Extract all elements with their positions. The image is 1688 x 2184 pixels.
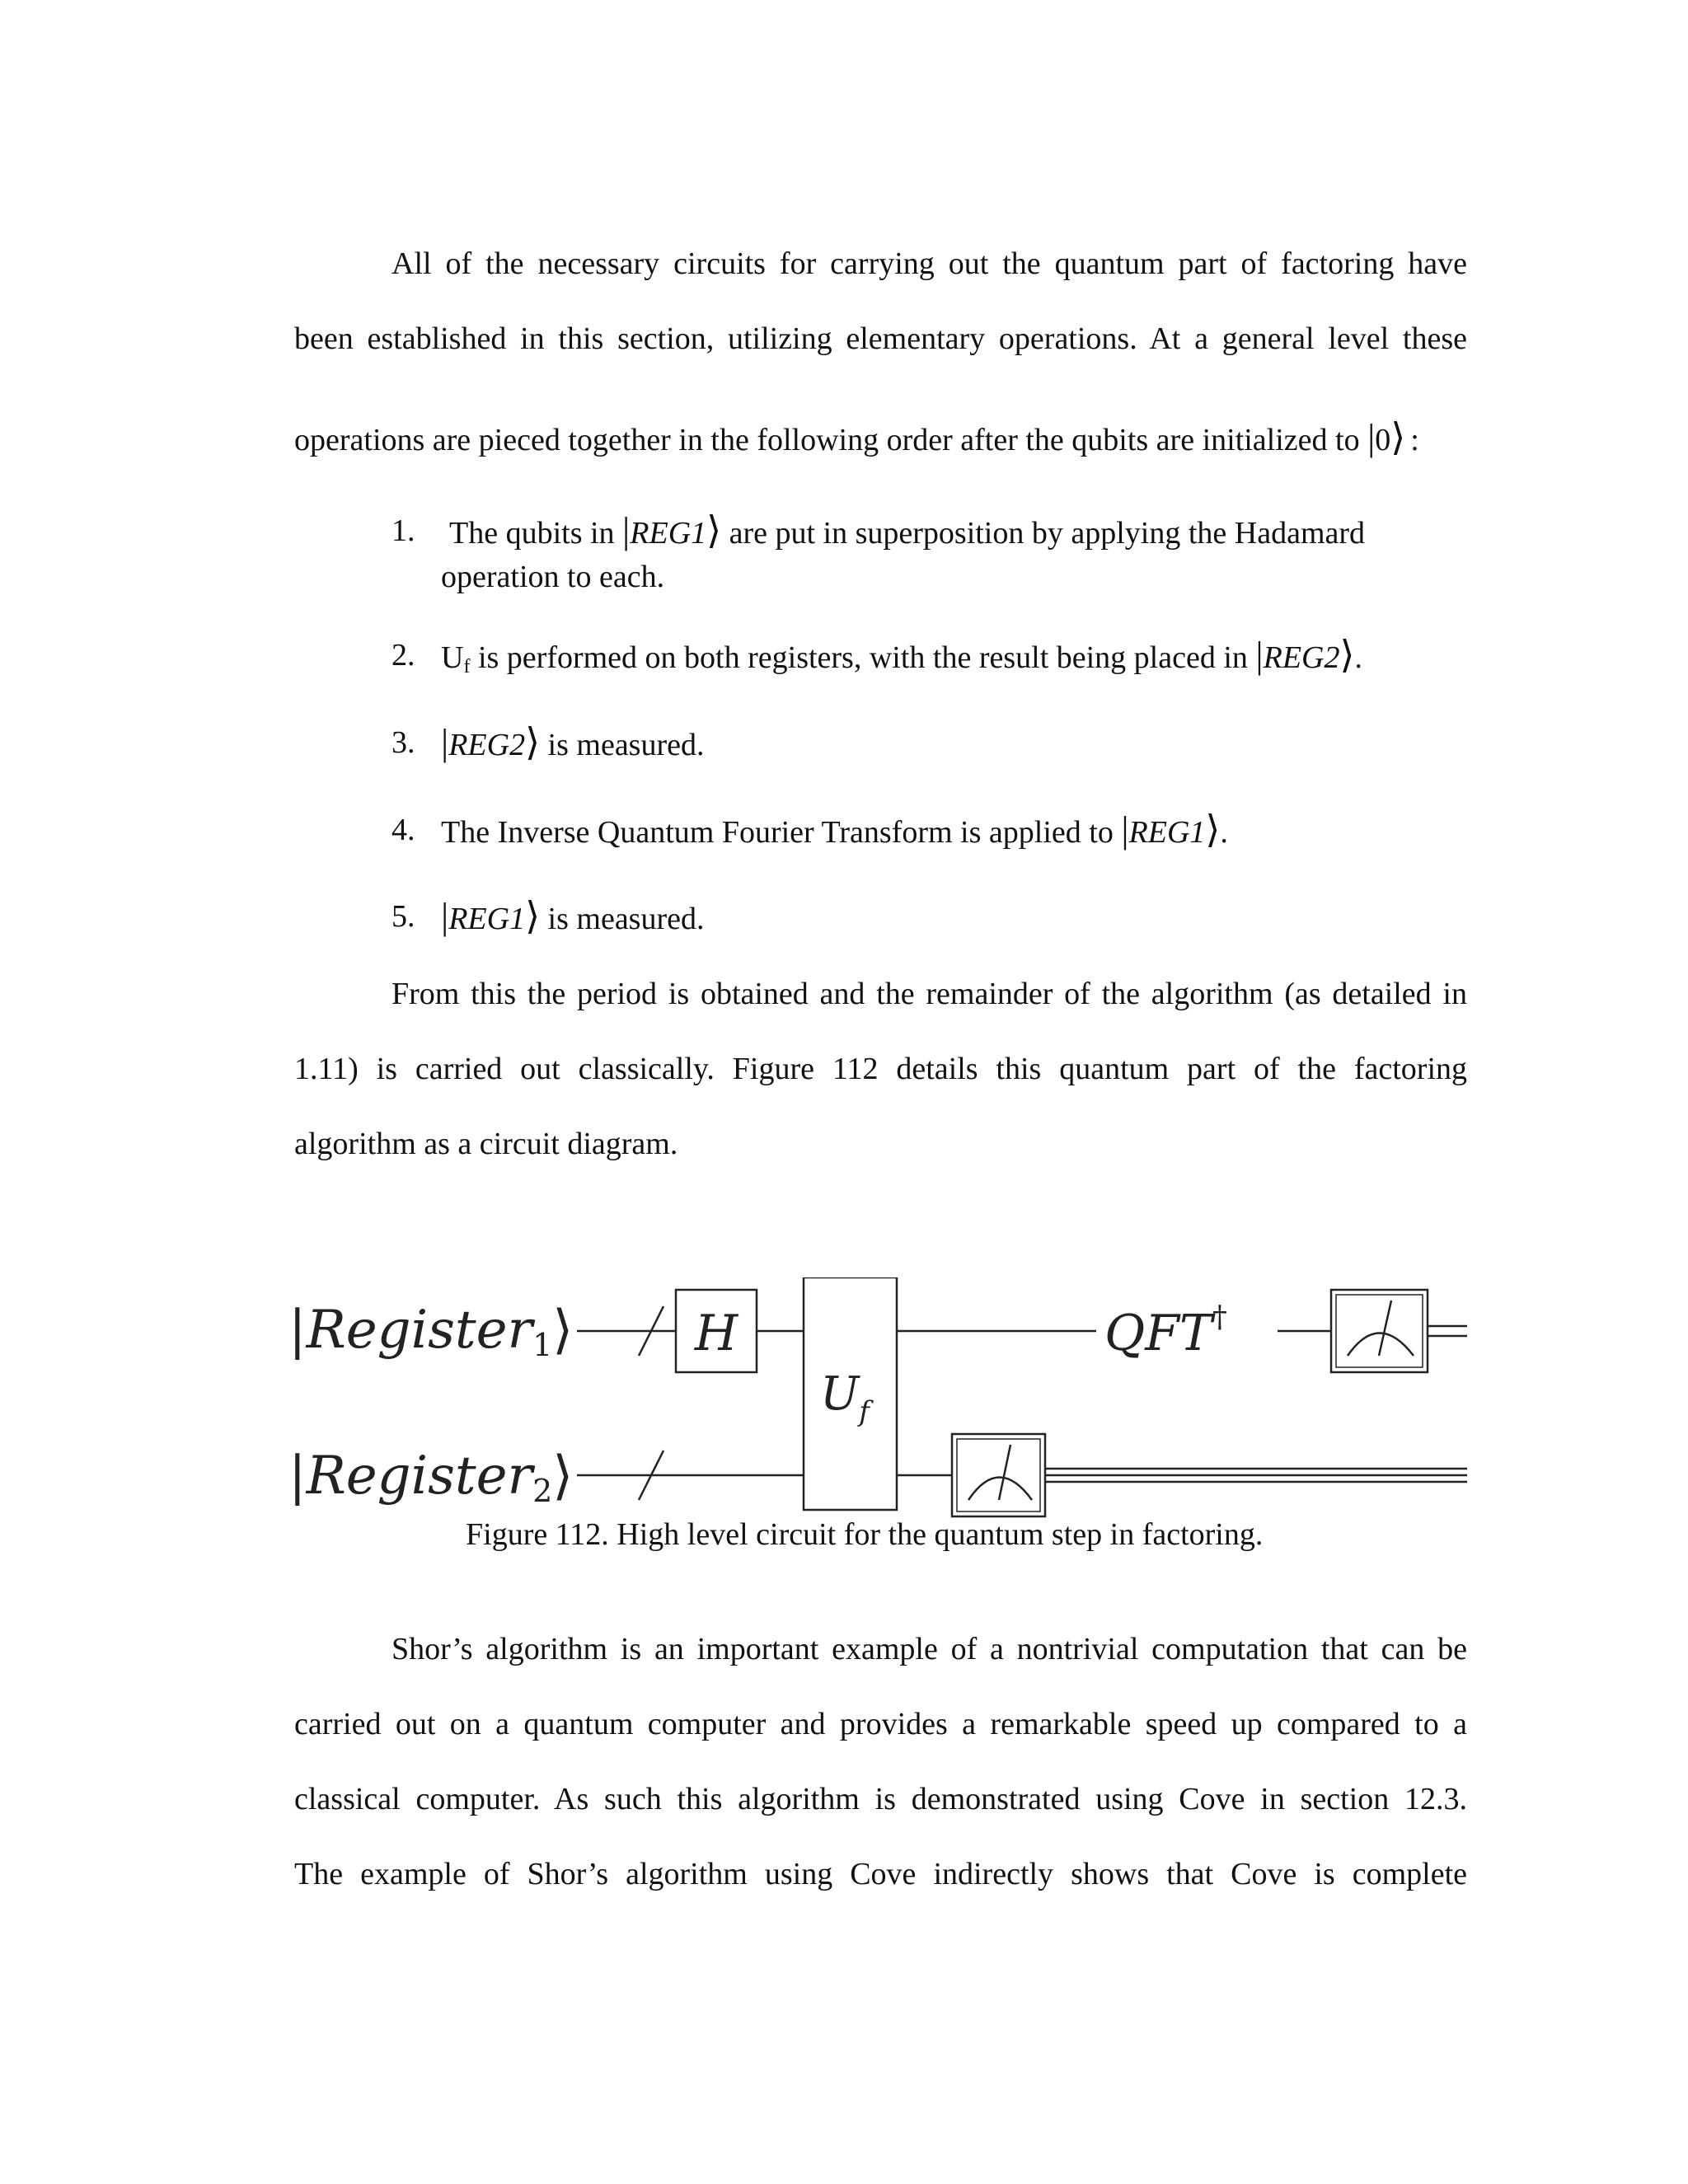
svg-text:|Register1⟩: |Register1⟩ bbox=[288, 1300, 574, 1363]
closing-line-4: The example of Shor’s algorithm using Cove indirectly shows that Cove is complete bbox=[294, 1857, 1467, 1891]
intro-line-3-text: operations are pieced together in the following order after the qubits are initialized to bbox=[294, 423, 1360, 457]
svg-text:|Register2⟩: |Register2⟩ bbox=[288, 1446, 574, 1509]
step-4-line: The Inverse Quantum Fourier Transform is applied to |REG1⟩. bbox=[441, 808, 1228, 851]
ket-reg1-qft: |REG1⟩ bbox=[1121, 808, 1221, 851]
after-line-2: 1.11) is carried out classically. Figure 112 details this quantum part of the factoring bbox=[294, 1052, 1467, 1086]
closing-line-2: carried out on a quantum computer and provides a remarkable speed up compared to a bbox=[294, 1707, 1467, 1741]
step-2-number: 2. bbox=[392, 638, 415, 673]
closing-line-1: Shor’s algorithm is an important example of a nontrivial computation that can be bbox=[392, 1632, 1467, 1666]
hadamard-gate bbox=[676, 1290, 757, 1372]
measurement-meter-1-icon bbox=[1331, 1290, 1428, 1372]
step-3-line: |REG2⟩ is measured. bbox=[441, 721, 705, 763]
after-line-3: algorithm as a circuit diagram. bbox=[294, 1127, 678, 1161]
step-2-line: $U_f$ is performed on both registers, with the result being placed in |REG2⟩. bbox=[441, 634, 1362, 677]
intro-line-1: All of the necessary circuits for carrying out the quantum part of factoring have bbox=[392, 246, 1467, 281]
ket-reg1: |REG1⟩ bbox=[622, 509, 722, 551]
intro-line-2: been established in this section, utilizing elementary operations. At a general level these bbox=[294, 321, 1467, 356]
intro-line-3-colon: : bbox=[1410, 423, 1419, 457]
uf-symbol: $U_f$ bbox=[441, 640, 471, 677]
uf-gate bbox=[804, 1277, 897, 1510]
intro-line-3 bbox=[294, 418, 1419, 460]
step-3-number: 3. bbox=[392, 725, 415, 760]
figure-caption: Figure 112. High level circuit for the quantum step in factoring. bbox=[466, 1517, 1264, 1552]
after-line-1: From this the period is obtained and the remainder of the algorithm (as detailed in bbox=[392, 977, 1467, 1011]
step-4-number: 4. bbox=[392, 813, 415, 847]
step-1-line: The qubits in |REG1⟩ are put in superposition by applying the Hadamard bbox=[449, 509, 1366, 551]
ket-reg1-measure: |REG1⟩ bbox=[441, 895, 541, 937]
step-1-number: 1. bbox=[392, 513, 415, 548]
register-2-label bbox=[288, 1446, 573, 1509]
step-5-number: 5. bbox=[392, 899, 415, 934]
closing-line-3: classical computer. As such this algorithm is demonstrated using Cove in section 12.3. bbox=[294, 1782, 1467, 1816]
circuit-diagram bbox=[288, 1277, 1475, 1525]
svg-text:Uf: $U_f$ bbox=[820, 1367, 870, 1428]
ket-reg2-measure: |REG2⟩ bbox=[441, 721, 541, 763]
ket-zero: |0⟩ bbox=[1367, 416, 1406, 458]
measurement-meter-2-icon bbox=[952, 1434, 1045, 1516]
qft-inverse-label bbox=[1104, 1301, 1227, 1362]
step-1-continuation: operation to each. bbox=[441, 560, 665, 594]
svg-text:QFT†: QFT† bbox=[1104, 1301, 1227, 1362]
step-5-line: |REG1⟩ is measured. bbox=[441, 895, 705, 937]
svg-text:H: H bbox=[694, 1305, 738, 1362]
register-1-label bbox=[288, 1300, 573, 1363]
ket-reg2: |REG2⟩ bbox=[1255, 634, 1355, 676]
